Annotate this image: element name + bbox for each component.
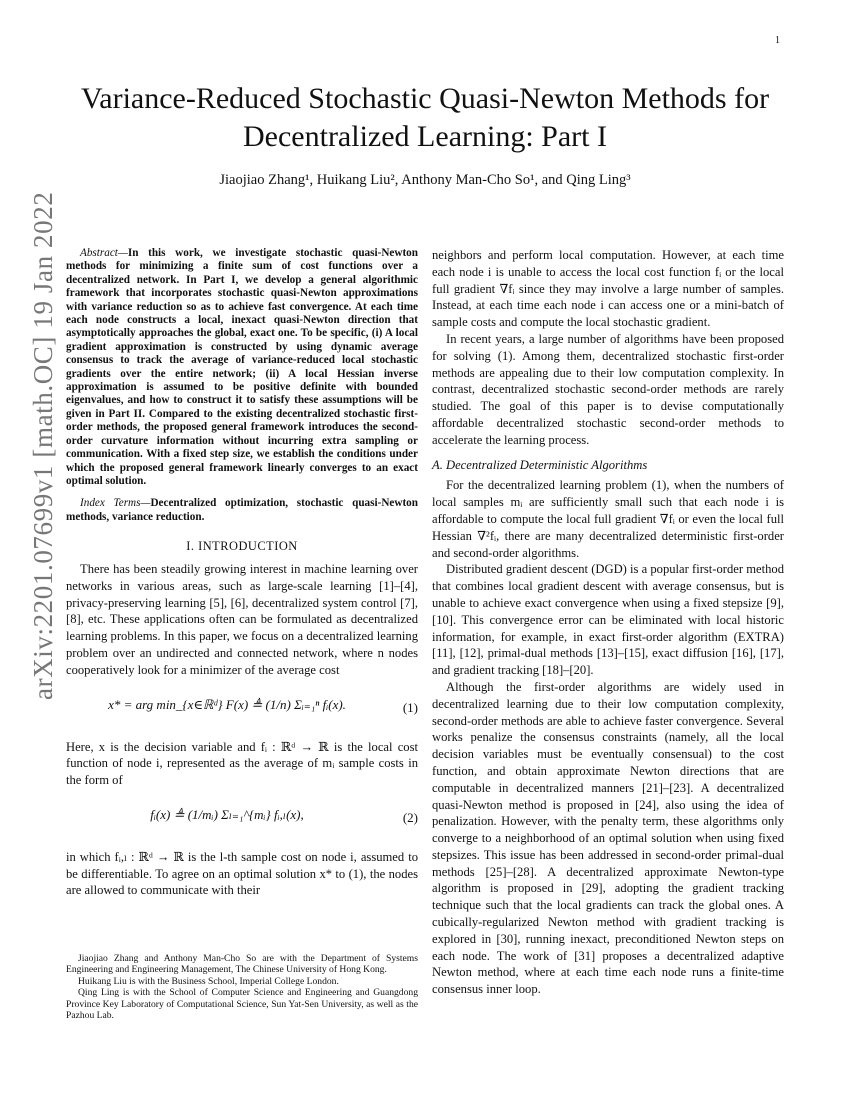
intro-paragraph-3: in which fᵢ,ₗ : ℝᵈ → ℝ is the l-th sample cost on node i, assumed to be differentiable. To agree on an optimal solution x* to (1), the nodes are allowed to communicate with their [66,849,418,898]
abstract [66,247,418,488]
equation-2 [66,797,418,841]
equation-2-number: (2) [402,809,418,825]
footnote-affiliation-2: Huikang Liu is with the Business School, Imperial College London. [78,975,339,987]
right-column [432,247,784,998]
page-number: 1 [775,35,780,46]
index-terms-text: Decentralized optimization, stochastic quasi-Newton methods, variance reduction. [66,497,418,523]
section-heading-introduction: I. INTRODUCTION [186,539,298,554]
abstract-lead: Abstract— [80,247,128,259]
author-list: Jiaojiao Zhang¹, Huikang Liu², Anthony Man-Cho So¹, and Qing Ling³ [219,172,631,188]
index-terms [66,497,418,524]
right-paragraph-5: Although the first-order algorithms are widely used in decentralized learning due to their low computation complexity, second-order methods are able to achieve faster convergence. Several works penalize the consensus constraints (namely, all the local decision variables must be eventually consensual) to the cost function, and obtain approximate Newton directions that are computable in decentralized manners [21]–[23]. A decentralized quasi-Newton method is proposed in [24], also using the idea of penalization. However, with the penalty term, these algorithms only converge to a neighborhood of an optimal solution when using fixed stepsizes. This issue has been addressed in second-order primal-dual methods [25]–[28]. A decentralized approximate Newton-type algorithm is proposed in [29], adopting the gradient tracking technique such that the local gradients can track the global ones. A cubically-regularized Newton method with gradient tracking is explored in [30], running inexact, preconditioned Newton steps on each node. The work of [31] proposes a decentralized adaptive Newton method, where at each time each node runs a finite-time consensus inner loop. [432,679,784,997]
footnote-affiliation-3: Qing Ling is with the School of Computer Science and Engineering and Guangdong Province Key Laboratory of Computational Science, Sun Yat-Sen University, as well as the Pazhou Lab. [66,987,418,1022]
equation-2-body: fᵢ(x) ≜ (1/mᵢ) Σₗ₌₁^{mᵢ} fᵢ,ₗ(x), [150,806,304,822]
left-column [66,247,418,899]
right-paragraph-2: In recent years, a large number of algorithms have been proposed for solving (1). Among them, decentralized stochastic first-order methods are appealing due to their low computation complexity. In contrast, decentralized stochastic second-order methods are rarely studied. The goal of this paper is to devise computationally affordable decentralized stochastic second-order methods to accelerate the learning process. [432,331,784,447]
intro-paragraph-2: Here, x is the decision variable and fᵢ : ℝᵈ → ℝ is the local cost function of node i, represented as the average of mᵢ sample costs in the form of [66,739,418,788]
abstract-text: In this work, we investigate stochastic quasi-Newton methods for minimizing a finite sum of cost functions over a decentralized network. In Part I, we develop a general algorithmic framework that incorporates stochastic quasi-Newton approximations with variance reduction so as to achieve fast convergence. At each time each node constructs a local, inexact quasi-Newton direction that asymptotically approaches the global, exact one. To be specific, (i) A local gradient approximation is constructed by using dynamic average consensus to track the average of variance-reduced local stochastic gradients over the entire network; (ii) A local Hessian inverse approximation is assumed to be positive definite with bounded eigenvalues, and how to construct it to satisfy these assumptions will be given in Part II. Compared to the existing decentralized stochastic first-order methods, the proposed general framework introduces the second-order curvature information without incurring extra sampling or communication. With a fixed step size, we establish the conditions under which the proposed general framework linearly converges to an exact optimal solution. [66,247,418,487]
intro-paragraph-1: There has been steadily growing interest in machine learning over networks in various areas, such as large-scale learning [1]–[4], privacy-preserving learning [5], [6], decentralized system control [7], [8], etc. These applications often can be formulated as decentralized learning problems. In this paper, we focus on a decentralized learning problem over an undirected and connected network, where n nodes cooperatively look for a minimizer of the average cost [66,561,418,677]
equation-1 [66,687,418,731]
subsection-heading-a: A. Decentralized Deterministic Algorithms [432,457,648,472]
arxiv-stamp: arXiv:2201.07699v1 [math.OC] 19 Jan 2022 [28,191,58,700]
right-paragraph-3: For the decentralized learning problem (1), when the numbers of local samples mᵢ are sufficiently small such that each node i is affordable to compute the local full gradient ∇fᵢ or even the local full Hessian ∇²fᵢ, there are many decentralized deterministic first-order and second-order algorithms. [432,478,784,560]
equation-1-number: (1) [402,699,418,715]
right-paragraph-1: neighbors and perform local computation. However, at each time each node i is unable to access the local cost function fᵢ or the local full gradient ∇fᵢ since they may involve a large number of samples. Instead, at each time each node i can access one or a mini-batch of sample costs and compute the local stochastic gradient. [432,248,784,330]
right-paragraph-4: Distributed gradient descent (DGD) is a popular first-order method that combines local gradient descent with average consensus, but is unable to achieve exact convergence when using a fixed stepsize [9], [10]. This convergence error can be eliminated with local historic information, for example, in exact first-order algorithm (EXTRA) [11], [12], primal-dual methods [13]–[15], exact diffusion [16], [17], and gradient tracking [18]–[20]. [432,562,784,678]
equation-1-body: x* = arg min_{x∈ℝᵈ} F(x) ≜ (1/n) Σᵢ₌₁ⁿ fᵢ(x). [108,696,346,712]
footnotes [66,953,418,1021]
index-terms-lead: Index Terms— [80,497,151,510]
footnote-affiliation-1: Jiaojiao Zhang and Anthony Man-Cho So are with the Department of Systems Engineering and Engineering Management, The Chinese University of Hong Kong. [66,953,418,976]
paper-title: Variance-Reduced Stochastic Quasi-Newton Methods for Decentralized Learning: Part I [80,82,770,153]
